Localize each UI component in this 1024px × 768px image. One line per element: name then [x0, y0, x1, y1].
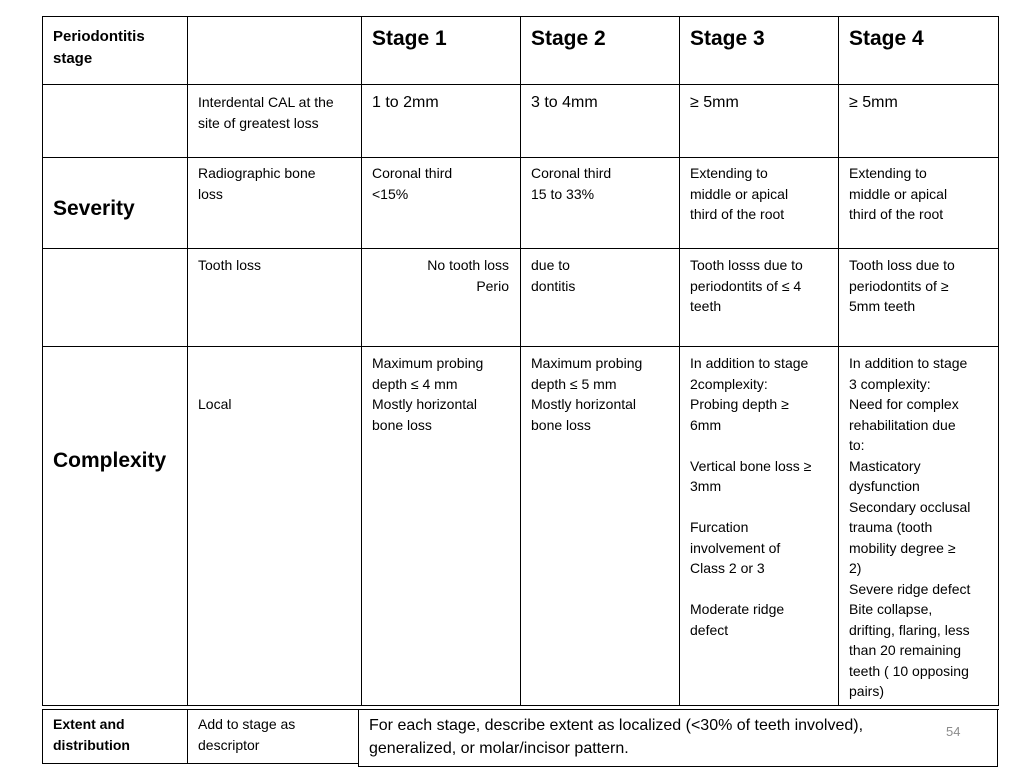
bone-loss-stage-2: Coronal third 15 to 33%	[531, 165, 612, 202]
cal-stage-4: ≥ 5mm	[849, 94, 898, 111]
extent-note-box	[358, 709, 998, 767]
complexity-label: Complexity	[53, 449, 167, 472]
tooth-loss-stage-4: Tooth loss due to periodontits of ≥ 5mm teeth	[849, 257, 955, 314]
bone-loss-stage-1: Coronal third <15%	[372, 165, 453, 202]
header-stage-4: Stage 4	[849, 27, 924, 50]
extent-note: For each stage, describe extent as localized (<30% of teeth involved), generalized, or molar/incisor pattern.	[369, 717, 864, 757]
criterion-tooth-loss: Tooth loss	[198, 257, 262, 273]
criterion-cal: Interdental CAL at the site of greatest loss	[198, 94, 334, 131]
table-rule	[361, 16, 362, 706]
cal-stage-2: 3 to 4mm	[531, 94, 598, 111]
table-rule	[679, 16, 680, 706]
tooth-loss-stage-3: Tooth losss due to periodontits of ≤ 4 teeth	[690, 257, 803, 314]
header-stage-1: Stage 1	[372, 27, 447, 50]
table-rule	[42, 709, 43, 764]
local-stage-1: Maximum probing depth ≤ 4 mm Mostly horizontal bone loss	[372, 355, 484, 433]
table-rule	[520, 16, 521, 706]
cal-stage-1: 1 to 2mm	[372, 94, 439, 111]
table-rule	[42, 16, 43, 706]
local-stage-4: In addition to stage 3 complexity: Need for complex rehabilitation due to: Masticatory dysfunction Secondary occlusal trauma (tooth mobility degree ≥ 2) Severe ridge defect Bite collapse, drifting, flaring, less than 20 remaining teeth ( 10 opposing pairs)	[849, 355, 971, 699]
local-stage-3: In addition to stage 2complexity: Probing depth ≥ 6mm Vertical bone loss ≥ 3mm Furcation involvement of Class 2 or 3 Moderate ridge defect	[690, 355, 812, 638]
bone-loss-stage-3: Extending to middle or apical third of the root	[690, 165, 789, 222]
extent-label: Extent and distribution	[53, 716, 130, 753]
tooth-loss-stage-2: due to dontitis	[531, 257, 576, 294]
table-rule	[998, 16, 999, 706]
criterion-bone-loss: Radiographic bone loss	[198, 165, 316, 202]
cal-stage-3: ≥ 5mm	[690, 94, 739, 111]
tooth-loss-stage-1: No tooth loss Perio	[427, 257, 509, 294]
bone-loss-stage-4: Extending to middle or apical third of the root	[849, 165, 948, 222]
criterion-local: Local	[198, 396, 232, 412]
table-rule	[838, 16, 839, 706]
header-stage-3: Stage 3	[690, 27, 765, 50]
severity-label: Severity	[53, 197, 135, 220]
table-rule	[187, 16, 188, 706]
header-stage-label: Periodontitis stage	[53, 28, 145, 67]
table-rule	[42, 763, 358, 764]
extent-criterion: Add to stage as descriptor	[198, 716, 296, 753]
table-rule	[187, 709, 188, 764]
header-stage-2: Stage 2	[531, 27, 606, 50]
page-number: 54	[946, 724, 961, 739]
local-stage-2: Maximum probing depth ≤ 5 mm Mostly horizontal bone loss	[531, 355, 643, 433]
